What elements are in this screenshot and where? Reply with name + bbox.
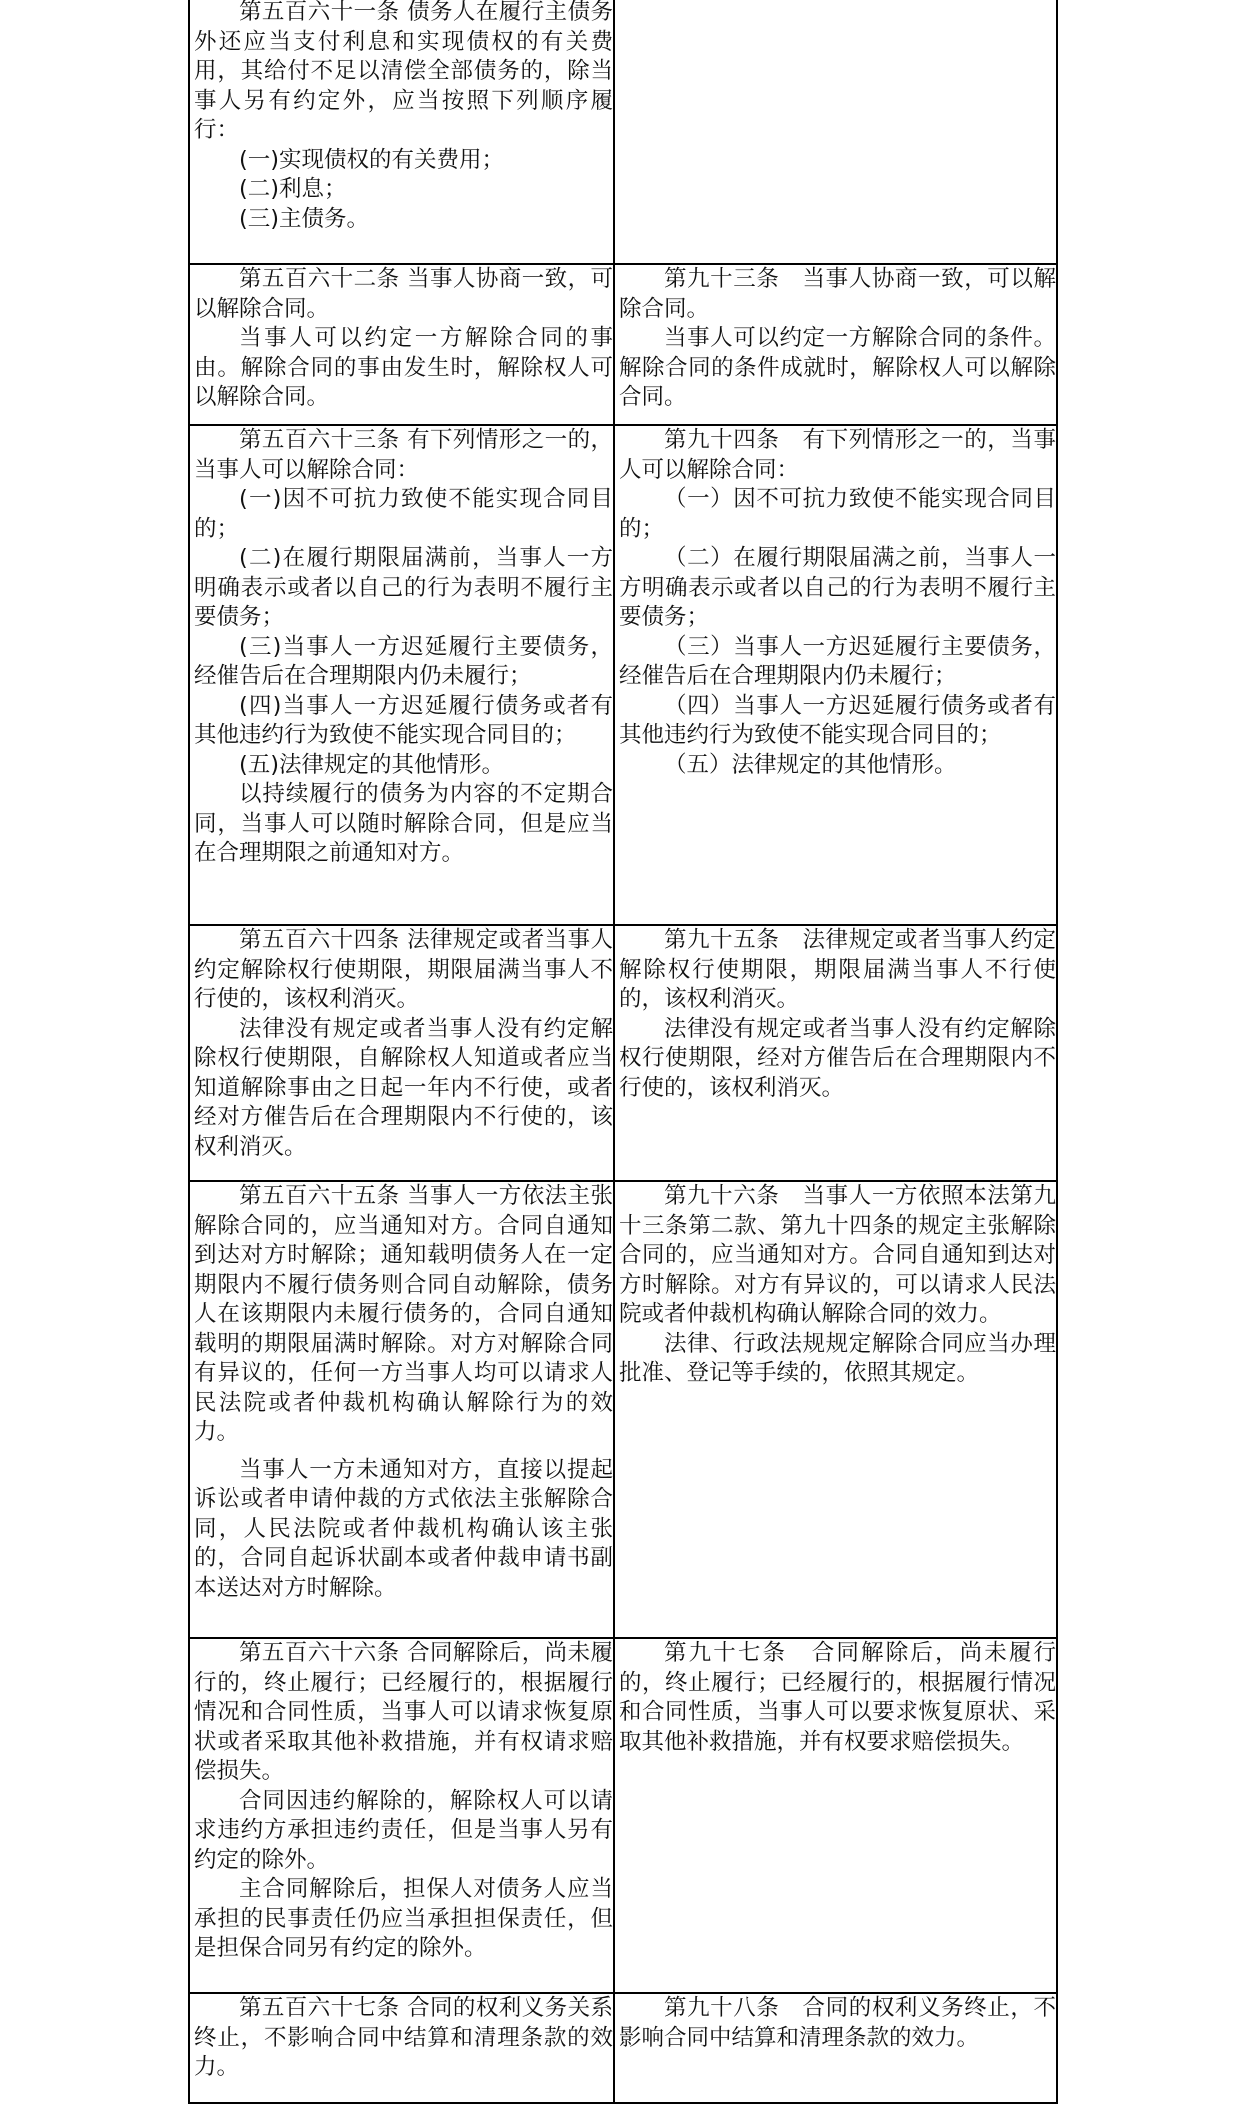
article-text: 第五百六十五条 当事人一方依法主张解除合同的，应当通知对方。合同自通知到达对方时解除；通知载明债务人在一定期限内不履行债务则合同自动解除，债务人在该期限内未履行债务的，合同自通知载明的期限届满时解除。对方对解除合同有异议的，任何一方当事人均可以请求人民法院或者仲裁机构确认解除行为的效力。 [194, 1183, 613, 1445]
article-text: 第五百六十一条 债务人在履行主债务外还应当支付利息和实现债权的有关费用，其给付不足以清偿全部债务的，除当事人另有约定外，应当按照下列顺序履行： [194, 0, 613, 143]
article-text: (二)利息； [239, 176, 347, 202]
article-text: (四)当事人一方迟延履行债务或者有其他违约行为致使不能实现合同目的； [194, 692, 613, 748]
article-text: 第九十三条 当事人协商一致，可以解除合同。 [619, 266, 1056, 322]
civil-code-article-566 [189, 1638, 614, 1993]
article-text: （一）因不可抗力致使不能实现合同目的； [619, 486, 1056, 542]
article-text: 第五百六十二条 当事人协商一致，可以解除合同。 [194, 266, 613, 322]
civil-code-article-565 [189, 1181, 614, 1638]
civil-code-article-564 [189, 925, 614, 1181]
article-text: （五）法律规定的其他情形。 [664, 751, 957, 778]
contract-law-article-97 [614, 1638, 1057, 1993]
article-text: (一)因不可抗力致使不能实现合同目的； [194, 486, 613, 542]
table-row [189, 0, 1057, 264]
article-text: 主合同解除后，担保人对债务人应当承担的民事责任仍应当承担担保责任，但是担保合同另有约定的除外。 [194, 1876, 613, 1961]
contract-law-article-93 [614, 264, 1057, 425]
table-row [189, 425, 1057, 925]
article-text: (二)在履行期限届满前，当事人一方明确表示或者以自己的行为表明不履行主要债务； [194, 545, 613, 630]
article-text: 当事人可以约定一方解除合同的条件。解除合同的条件成就时，解除权人可以解除合同。 [619, 325, 1056, 410]
article-text: 第九十四条 有下列情形之一的，当事人可以解除合同： [619, 427, 1056, 483]
contract-law-article-98 [614, 1993, 1057, 2103]
table-row [189, 1993, 1057, 2103]
article-text: (三)当事人一方迟延履行主要债务，经催告后在合理期限内仍未履行； [194, 633, 613, 689]
article-text: 合同因违约解除的，解除权人可以请求违约方承担违约责任，但是当事人另有约定的除外。 [194, 1787, 613, 1873]
table-row [189, 1181, 1057, 1638]
article-text: 第九十五条 法律规定或者当事人约定解除权行使期限，期限届满当事人不行使的，该权利消灭。 [619, 927, 1056, 1012]
article-text: (一)实现债权的有关费用； [239, 146, 505, 173]
article-text: 法律没有规定或者当事人没有约定解除权行使期限，自解除权人知道或者应当知道解除事由之日起一年内不行使，或者经对方催告后在合理期限内不行使的，该权利消灭。 [194, 1015, 613, 1160]
article-text: (三)主债务。 [239, 205, 370, 232]
article-text: 第九十六条 当事人一方依照本法第九十三条第二款、第九十四条的规定主张解除合同的，应当通知对方。合同自通知到达对方时解除。对方有异议的，可以请求人民法院或者仲裁机构确认解除合同的效力。 [619, 1183, 1056, 1327]
article-text: 当事人可以约定一方解除合同的事由。解除合同的事由发生时，解除权人可以解除合同。 [194, 325, 613, 410]
civil-code-article-561 [189, 0, 614, 264]
article-text: （四）当事人一方迟延履行债务或者有其他违约行为致使不能实现合同目的； [619, 692, 1056, 748]
article-text: 第五百六十六条 合同解除后，尚未履行的，终止履行；已经履行的，根据履行情况和合同性质，当事人可以请求恢复原状或者采取其他补救措施，并有权请求赔偿损失。 [194, 1640, 613, 1784]
article-text: （三）当事人一方迟延履行主要债务，经催告后在合理期限内仍未履行； [619, 633, 1056, 689]
contract-law-article-96 [614, 1181, 1057, 1638]
article-text: 当事人一方未通知对方，直接以提起诉讼或者申请仲裁的方式依法主张解除合同，人民法院或者仲裁机构确认该主张的，合同自起诉状副本或者仲裁申请书副本送达对方时解除。 [194, 1456, 613, 1601]
article-text: 以持续履行的债务为内容的不定期合同，当事人可以随时解除合同，但是应当在合理期限之前通知对方。 [194, 781, 613, 866]
article-text: （二）在履行期限届满之前，当事人一方明确表示或者以自己的行为表明不履行主要债务； [619, 545, 1056, 630]
contract-law-article-94 [614, 425, 1057, 925]
civil-code-article-567 [189, 1993, 614, 2103]
table-row [189, 264, 1057, 425]
contract-law-article-95 [614, 925, 1057, 1181]
article-text: 法律、行政法规规定解除合同应当办理批准、登记等手续的，依照其规定。 [619, 1330, 1056, 1386]
article-text: 第九十七条 合同解除后，尚未履行的，终止履行；已经履行的，根据履行情况和合同性质，当事人可以要求恢复原状、采取其他补救措施，并有权要求赔偿损失。 [619, 1640, 1056, 1755]
civil-code-article-563 [189, 425, 614, 925]
article-text: 第五百六十三条 有下列情形之一的，当事人可以解除合同： [194, 427, 613, 483]
article-text: 法律没有规定或者当事人没有约定解除权行使期限，经对方催告后在合理期限内不行使的，该权利消灭。 [619, 1015, 1056, 1101]
empty-cell [614, 0, 1057, 264]
law-comparison-table [188, 0, 1058, 2104]
article-text: 第九十八条 合同的权利义务终止，不影响合同中结算和清理条款的效力。 [619, 1995, 1056, 2051]
civil-code-article-562 [189, 264, 614, 425]
table-row [189, 1638, 1057, 1993]
article-text: (五)法律规定的其他情形。 [239, 751, 505, 778]
article-text: 第五百六十四条 法律规定或者当事人约定解除权行使期限，期限届满当事人不行使的，该权利消灭。 [194, 927, 613, 1012]
table-row [189, 925, 1057, 1181]
article-text: 第五百六十七条 合同的权利义务关系终止，不影响合同中结算和清理条款的效力。 [194, 1995, 613, 2080]
